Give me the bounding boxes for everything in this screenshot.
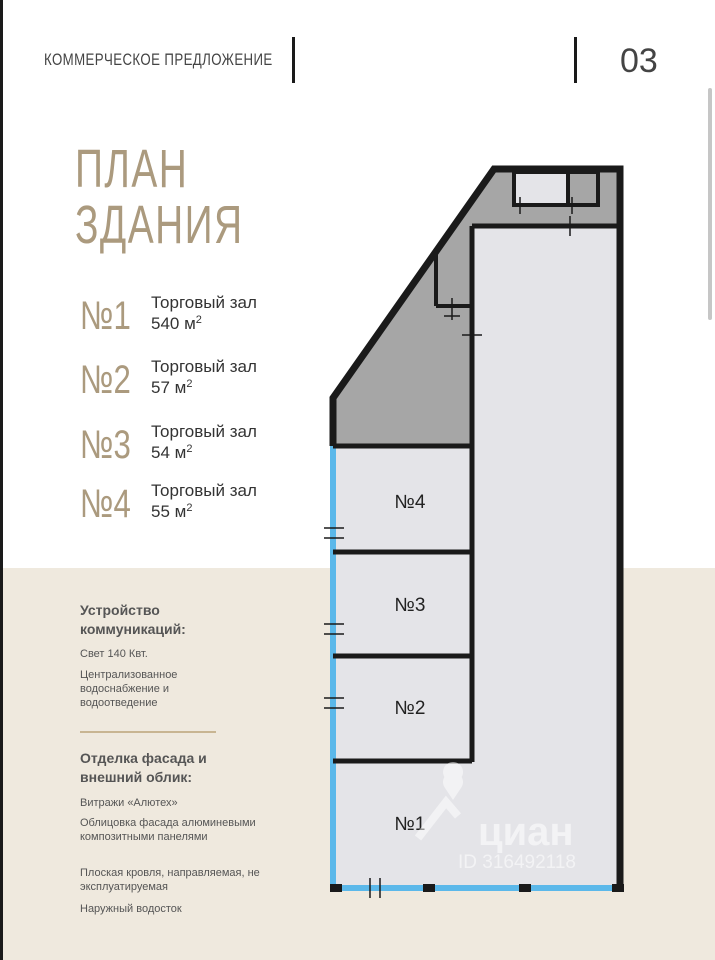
wall-post xyxy=(519,884,531,892)
facade-item: Наружный водосток xyxy=(80,903,182,915)
hall-area: 540 $м^2$ xyxy=(151,314,202,333)
facade-heading: Отделка фасада и внешний облик: xyxy=(80,750,207,785)
hall-area: 57 $м^2$ xyxy=(151,378,193,397)
hall-number: №4 xyxy=(80,482,131,526)
title-line-2: ЗДАНИЯ xyxy=(75,195,244,255)
watermark-brand: циан xyxy=(478,810,574,854)
wall-post xyxy=(330,884,342,892)
room-label-3: №3 xyxy=(394,595,426,616)
room-label-4: №4 xyxy=(394,492,426,513)
hall-type: Торговый зал xyxy=(151,357,257,376)
wall-post xyxy=(423,884,435,892)
page-number: 03 xyxy=(620,42,658,80)
hall-number: №1 xyxy=(80,294,131,338)
room-label-1: №1 xyxy=(394,814,426,835)
communications-item: Свет 140 Квт. xyxy=(80,648,148,660)
facade-item: Плоская кровля, направляемая, не эксплуатируемая xyxy=(80,867,260,893)
wall-post xyxy=(612,884,624,892)
hall-number: №3 xyxy=(80,423,131,467)
hall-type: Торговый зал xyxy=(151,481,257,500)
header-title: КОММЕРЧЕСКОЕ ПРЕДЛОЖЕНИЕ xyxy=(44,50,273,69)
hall-type: Торговый зал xyxy=(151,422,257,441)
hall-area: 54 $м^2$ xyxy=(151,443,193,462)
communications-heading: Устройство коммуникаций: xyxy=(80,602,186,637)
hall-type: Торговый зал xyxy=(151,293,257,312)
room-label-2: №2 xyxy=(394,698,426,719)
top-nook xyxy=(516,172,568,204)
hall-area: 55 $м^2$ xyxy=(151,502,193,521)
title-line-1: ПЛАН xyxy=(75,139,189,199)
facade-item: Облицовка фасада алюминевыми композитными панелями xyxy=(80,817,256,843)
facade-item: Витражи «Алютех» xyxy=(80,797,178,809)
plan-floor xyxy=(333,169,620,888)
watermark-id: ID 316492118 xyxy=(458,852,576,873)
communications-item: Централизованное водоснабжение и водоотведение xyxy=(80,669,178,709)
hall-number: №2 xyxy=(80,358,131,402)
